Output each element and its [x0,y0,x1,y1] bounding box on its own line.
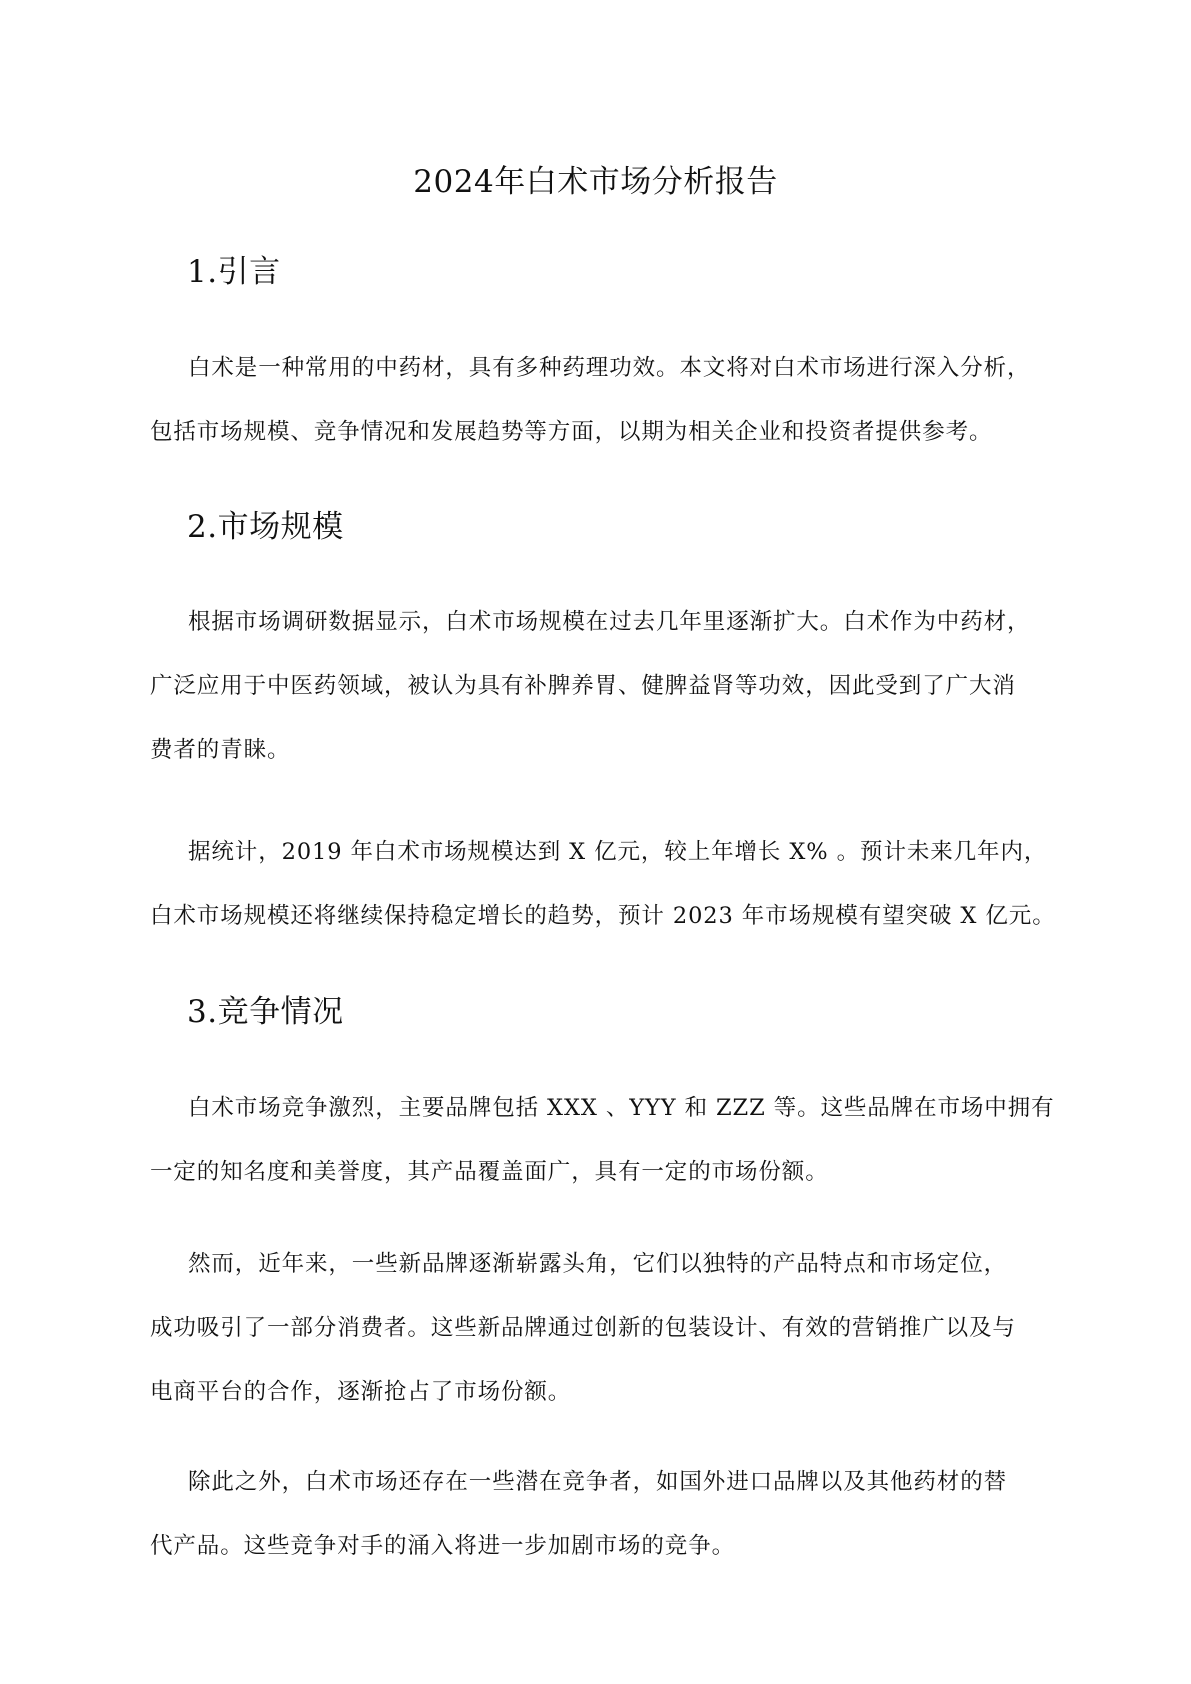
paragraph-line: 除此之外，白术市场还存在一些潜在竞争者，如国外进口品牌以及其他药材的替 [188,1469,1008,1495]
paragraph-line: 费者的青睐。 [150,737,291,763]
paragraph-line: 白术市场规模还将继续保持稳定增长的趋势，预计 2023 年市场规模有望突破 X 亿元。 [150,903,1056,929]
paragraph-market-size-statistics [150,820,1060,948]
section-heading-introduction: 1.引言 [187,254,281,290]
document-title: 2024年白术市场分析报告 [413,164,778,200]
paragraph-line: 白术是一种常用的中药材，具有多种药理功效。本文将对白术市场进行深入分析， [188,355,1031,381]
paragraph-competition-brands [150,1076,1060,1204]
paragraph-introduction [150,336,1060,464]
paragraph-line: 电商平台的合作，逐渐抢占了市场份额。 [150,1379,572,1405]
paragraph-line: 成功吸引了一部分消费者。这些新品牌通过创新的包装设计、有效的营销推广以及与 [150,1315,1016,1341]
paragraph-line: 广泛应用于中医药领域，被认为具有补脾养胃、健脾益肾等功效，因此受到了广大消 [150,673,1016,699]
paragraph-line: 白术市场竞争激烈，主要品牌包括 XXX 、YYY 和 ZZZ 等。这些品牌在市场中拥有 [188,1095,1055,1121]
paragraph-line: 然而，近年来，一些新品牌逐渐崭露头角，它们以独特的产品特点和市场定位， [188,1251,1008,1277]
paragraph-market-size-overview [150,590,1060,782]
paragraph-line: 根据市场调研数据显示，白术市场规模在过去几年里逐渐扩大。白术作为中药材， [188,609,1031,635]
paragraph-line: 包括市场规模、竞争情况和发展趋势等方面，以期为相关企业和投资者提供参考。 [150,419,993,445]
paragraph-line: 据统计，2019 年白术市场规模达到 X 亿元，较上年增长 X% 。预计未来几年内， [188,839,1048,865]
section-heading-market-size: 2.市场规模 [187,509,344,545]
paragraph-competition-new-brands [150,1232,1060,1424]
paragraph-competition-potential [150,1450,1060,1578]
section-heading-competition: 3.竞争情况 [187,994,344,1030]
paragraph-line: 一定的知名度和美誉度，其产品覆盖面广，具有一定的市场份额。 [150,1159,829,1185]
paragraph-line: 代产品。这些竞争对手的涌入将进一步加剧市场的竞争。 [150,1533,736,1559]
